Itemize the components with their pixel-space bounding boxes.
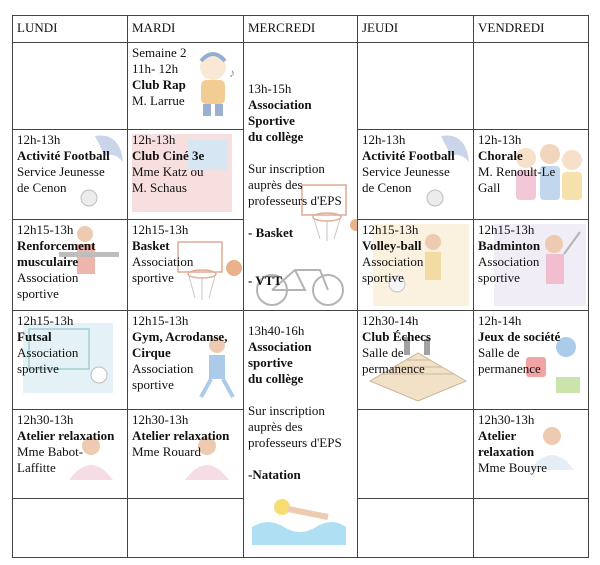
- cell-line: sportive: [132, 269, 174, 285]
- cell-line: 11h- 12h: [132, 61, 179, 77]
- activity-title: relaxation: [478, 444, 535, 460]
- activity-item: -Natation: [248, 466, 301, 482]
- cell-line: auprès des: [248, 418, 303, 434]
- activity-title: Club Rap: [132, 77, 186, 93]
- empty-cell: [358, 43, 474, 130]
- cell-line: Service Jeunesse: [362, 164, 450, 180]
- cell-line: Association: [17, 344, 79, 360]
- time-slot: 12h-14h: [478, 312, 522, 328]
- activity-title: Club Échecs: [362, 328, 431, 344]
- time-slot: 13h40-16h: [248, 322, 305, 338]
- teacher-name: M. Larrue: [132, 93, 185, 109]
- time-slot: 12h15-13h: [17, 221, 74, 237]
- activity-title: Activité Football: [17, 148, 110, 164]
- cell-mardi-club-cine: [128, 130, 244, 219]
- cell-vendredi-relaxation: [474, 410, 589, 499]
- cell-line: Association: [478, 253, 540, 269]
- activity-title: Club Ciné 3e: [132, 148, 205, 164]
- cell-line: Salle de: [362, 344, 404, 360]
- swimmer-icon: [248, 487, 348, 547]
- cell-mercredi-association-sportive-b: [244, 310, 358, 557]
- header-row: [13, 16, 589, 43]
- day-header-mercredi: MERCREDI: [244, 16, 358, 43]
- cell-line: professeurs d'EPS: [248, 193, 342, 209]
- activity-title: Cirque: [132, 344, 171, 360]
- activity-title: Futsal: [17, 328, 52, 344]
- activity-title: Activité Football: [362, 148, 455, 164]
- activity-title: Renforcement: [17, 237, 96, 253]
- cell-mercredi-association-sportive-a: [244, 43, 358, 310]
- activity-title: du collège: [248, 370, 304, 386]
- activity-title: sportive: [248, 354, 293, 370]
- day-header-mardi: MARDI: [128, 16, 244, 43]
- cell-lundi-renforcement: [13, 219, 128, 310]
- time-slot: 12h-13h: [478, 132, 522, 148]
- cell-line: permanence: [362, 360, 425, 376]
- empty-cell: [474, 499, 589, 558]
- activity-title: Association: [248, 338, 312, 354]
- activity-item: - Basket: [248, 225, 294, 241]
- activity-title: musculaire: [17, 253, 79, 269]
- cell-lundi-football: [13, 130, 128, 219]
- svg-text:♪: ♪: [229, 66, 235, 81]
- activity-title: Association: [248, 97, 312, 113]
- schedule-table: [12, 15, 589, 558]
- activity-title: Atelier relaxation: [132, 428, 230, 444]
- cell-line: professeurs d'EPS: [248, 434, 342, 450]
- time-slot: 12h15-13h: [132, 312, 189, 328]
- cell-line: sportive: [17, 285, 59, 301]
- cell-vendredi-badminton: [474, 219, 589, 310]
- activity-title: Sportive: [248, 113, 295, 129]
- activity-title: Chorale: [478, 148, 523, 164]
- cell-line: Service Jeunesse: [17, 164, 105, 180]
- activity-title: Gym, Acrodanse,: [132, 328, 228, 344]
- empty-cell: [358, 499, 474, 558]
- empty-cell: [13, 499, 128, 558]
- cell-line: Mme Babot-: [17, 444, 84, 460]
- cell-line: Association: [17, 269, 79, 285]
- time-slot: 12h15-13h: [362, 221, 419, 237]
- cell-line: Laffitte: [17, 460, 56, 476]
- cell-line: sportive: [362, 269, 404, 285]
- time-slot: 12h15-13h: [132, 221, 189, 237]
- cell-line: M. Renoult-Le: [478, 164, 556, 180]
- time-slot: 12h-13h: [17, 132, 61, 148]
- activity-title: Atelier: [478, 428, 517, 444]
- cell-line: Mme Katz ou: [132, 164, 204, 180]
- day-header-lundi: LUNDI: [13, 16, 128, 43]
- activity-title: Volley-ball: [362, 237, 422, 253]
- cell-lundi-futsal: [13, 310, 128, 409]
- cell-line: Association: [132, 253, 194, 269]
- cell-line: de Cenon: [17, 180, 67, 196]
- cell-line: Mme Rouard: [132, 444, 201, 460]
- time-slot: 12h-13h: [132, 132, 176, 148]
- cell-mardi-relaxation: [128, 410, 244, 499]
- cell-vendredi-chorale: [474, 130, 589, 219]
- time-slot: 12h30-13h: [132, 412, 189, 428]
- schedule-row-4: [13, 310, 589, 409]
- cell-line: Sur inscription: [248, 402, 325, 418]
- cell-line: sportive: [132, 376, 174, 392]
- cell-mardi-basket: [128, 219, 244, 310]
- activity-title: Atelier relaxation: [17, 428, 115, 444]
- cell-mardi-gym: [128, 310, 244, 409]
- time-slot: 12h30-14h: [362, 312, 419, 328]
- activity-title: Badminton: [478, 237, 541, 253]
- empty-cell: [128, 499, 244, 558]
- time-slot: 12h30-13h: [478, 412, 535, 428]
- empty-cell: [13, 43, 128, 130]
- time-slot: 12h15-13h: [17, 312, 74, 328]
- activity-title: du collège: [248, 129, 304, 145]
- cell-mardi-club-rap: [128, 43, 244, 130]
- empty-cell: [358, 410, 474, 499]
- activity-title: Jeux de société: [478, 328, 561, 344]
- cell-line: Salle de: [478, 344, 520, 360]
- empty-cell: [474, 43, 589, 130]
- cell-jeudi-volley: [358, 219, 474, 310]
- cell-line: Association: [132, 360, 194, 376]
- cell-jeudi-echecs: [358, 310, 474, 409]
- day-header-jeudi: JEUDI: [358, 16, 474, 43]
- cell-line: permanence: [478, 360, 541, 376]
- cell-line: Association: [362, 253, 424, 269]
- schedule-row-1: [13, 43, 589, 130]
- time-slot: 12h15-13h: [478, 221, 535, 237]
- cell-line: sportive: [478, 269, 520, 285]
- time-slot: 12h-13h: [362, 132, 406, 148]
- cell-line: auprès des: [248, 177, 303, 193]
- cell-jeudi-football: [358, 130, 474, 219]
- cell-vendredi-jeux: [474, 310, 589, 409]
- cell-line: Semaine 2: [132, 45, 187, 61]
- time-slot: 13h-15h: [248, 81, 292, 97]
- day-header-vendredi: VENDREDI: [474, 16, 589, 43]
- cell-line: Sur inscription: [248, 161, 325, 177]
- cell-lundi-relaxation: [13, 410, 128, 499]
- cell-line: Gall: [478, 180, 501, 196]
- cell-line: de Cenon: [362, 180, 412, 196]
- cell-line: Mme Bouyre: [478, 460, 547, 476]
- cell-line: sportive: [17, 360, 59, 376]
- time-slot: 12h30-13h: [17, 412, 74, 428]
- activity-title: Basket: [132, 237, 170, 253]
- activity-item: - VTT: [248, 273, 283, 289]
- cell-line: M. Schaus: [132, 180, 187, 196]
